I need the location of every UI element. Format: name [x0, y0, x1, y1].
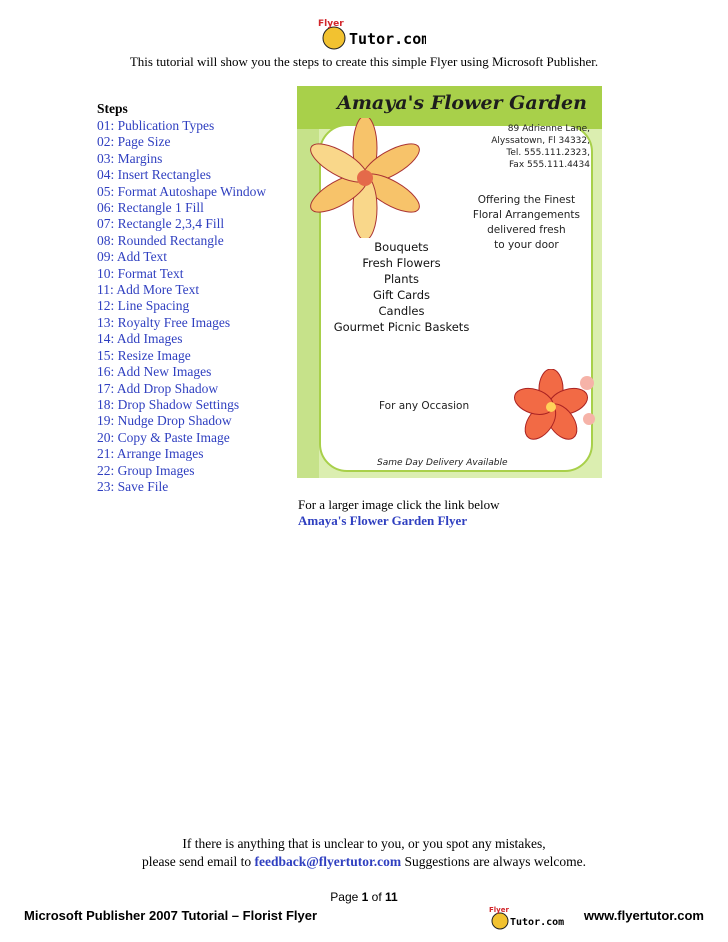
flyer-product-list: [319, 239, 484, 335]
offer-line: Offering the Finest: [477, 194, 576, 206]
step-link[interactable]: 10: Format Text: [97, 265, 184, 281]
svg-text:Flyer: Flyer: [489, 906, 509, 914]
feedback-line-2: [0, 853, 728, 871]
step-link[interactable]: 17: Add Drop Shadow: [97, 380, 219, 396]
product-item: Gift Cards: [372, 288, 430, 302]
steps-list: [97, 118, 266, 495]
step-link[interactable]: 21: Arrange Images: [97, 446, 204, 462]
feedback-note: [0, 835, 728, 871]
step-link[interactable]: 18: Drop Shadow Settings: [97, 396, 240, 412]
feedback-email-link[interactable]: feedback@flyertutor.com: [254, 854, 402, 869]
hibiscus-flower-icon: [509, 369, 599, 449]
step-link[interactable]: 06: Rectangle 1 Fill: [97, 200, 204, 216]
steps-heading: Steps: [97, 101, 128, 116]
step-link[interactable]: 20: Copy & Paste Image: [97, 429, 230, 445]
step-link[interactable]: 01: Publication Types: [97, 118, 215, 133]
product-item: Bouquets: [374, 240, 429, 254]
svg-text:Flyer: Flyer: [318, 19, 344, 29]
step-link[interactable]: 07: Rectangle 2,3,4 Fill: [97, 216, 225, 232]
step-link[interactable]: 16: Add New Images: [97, 364, 212, 380]
page-total: 11: [385, 890, 398, 904]
product-item: Candles: [378, 304, 425, 318]
step-link[interactable]: 02: Page Size: [97, 134, 171, 150]
step-link[interactable]: 22: Group Images: [97, 462, 195, 478]
offer-line: Floral Arrangements: [472, 209, 580, 221]
flyer-occasion: For any Occasion: [379, 400, 470, 412]
page-label: Page: [330, 890, 362, 904]
svg-text:Tutor.com: Tutor.com: [349, 30, 426, 48]
step-link[interactable]: 08: Rounded Rectangle: [97, 232, 224, 248]
flyer-offer: [473, 193, 580, 253]
flyer-title: Amaya's Flower Garden: [337, 92, 587, 114]
page-number: [0, 890, 728, 904]
offer-line: delivered fresh: [487, 224, 566, 236]
svg-text:Tutor.com: Tutor.com: [510, 917, 565, 928]
flyer-delivery-note: Same Day Delivery Available: [377, 458, 508, 468]
footer-url[interactable]: www.flyertutor.com: [583, 908, 704, 923]
step-link[interactable]: 15: Resize Image: [97, 347, 191, 363]
address-line: Alyssatown, Fl 34332,: [491, 136, 590, 146]
product-item: Fresh Flowers: [362, 256, 441, 270]
step-link[interactable]: 12: Line Spacing: [97, 298, 190, 314]
lily-flower-icon: [305, 118, 425, 238]
step-link[interactable]: 03: Margins: [97, 150, 163, 166]
step-link[interactable]: 05: Format Autoshape Window: [97, 183, 267, 199]
address-line: Tel. 555.111.2323,: [506, 148, 590, 158]
product-item: Plants: [384, 272, 419, 286]
flyer-address: [491, 123, 590, 171]
page-current: 1: [361, 890, 369, 904]
offer-line: to your door: [494, 239, 559, 251]
step-link[interactable]: 14: Add Images: [97, 331, 183, 347]
address-line: 89 Adrienne Lane,: [507, 124, 590, 134]
address-line: Fax 555.111.4434: [508, 160, 590, 170]
step-link[interactable]: 11: Add More Text: [97, 282, 200, 298]
step-link[interactable]: 09: Add Text: [97, 249, 168, 265]
larger-image-caption: For a larger image click the link below: [298, 497, 500, 512]
flyertutor-logo: [316, 14, 426, 54]
footer-title: Microsoft Publisher 2007 Tutorial – Florist Flyer: [24, 908, 318, 923]
flyer-link[interactable]: Amaya's Flower Garden Flyer: [298, 513, 468, 528]
flyer-preview[interactable]: [297, 86, 602, 478]
intro-text: This tutorial will show you the steps to create this simple Flyer using Microsoft Publisher.: [129, 54, 599, 69]
feedback-suffix: Suggestions are always welcome.: [401, 854, 586, 869]
step-link[interactable]: 04: Insert Rectangles: [97, 167, 211, 183]
step-link[interactable]: 19: Nudge Drop Shadow: [97, 413, 232, 429]
step-link[interactable]: 13: Royalty Free Images: [97, 314, 231, 330]
step-link[interactable]: 23: Save File: [97, 478, 169, 494]
flyertutor-logo-small: [488, 903, 568, 933]
product-item: Gourmet Picnic Baskets: [333, 320, 470, 334]
feedback-prefix: please send email to: [142, 854, 255, 869]
page-of: of: [368, 890, 386, 904]
feedback-line-1: If there is anything that is unclear to you, or you spot any mistakes,: [182, 836, 546, 851]
